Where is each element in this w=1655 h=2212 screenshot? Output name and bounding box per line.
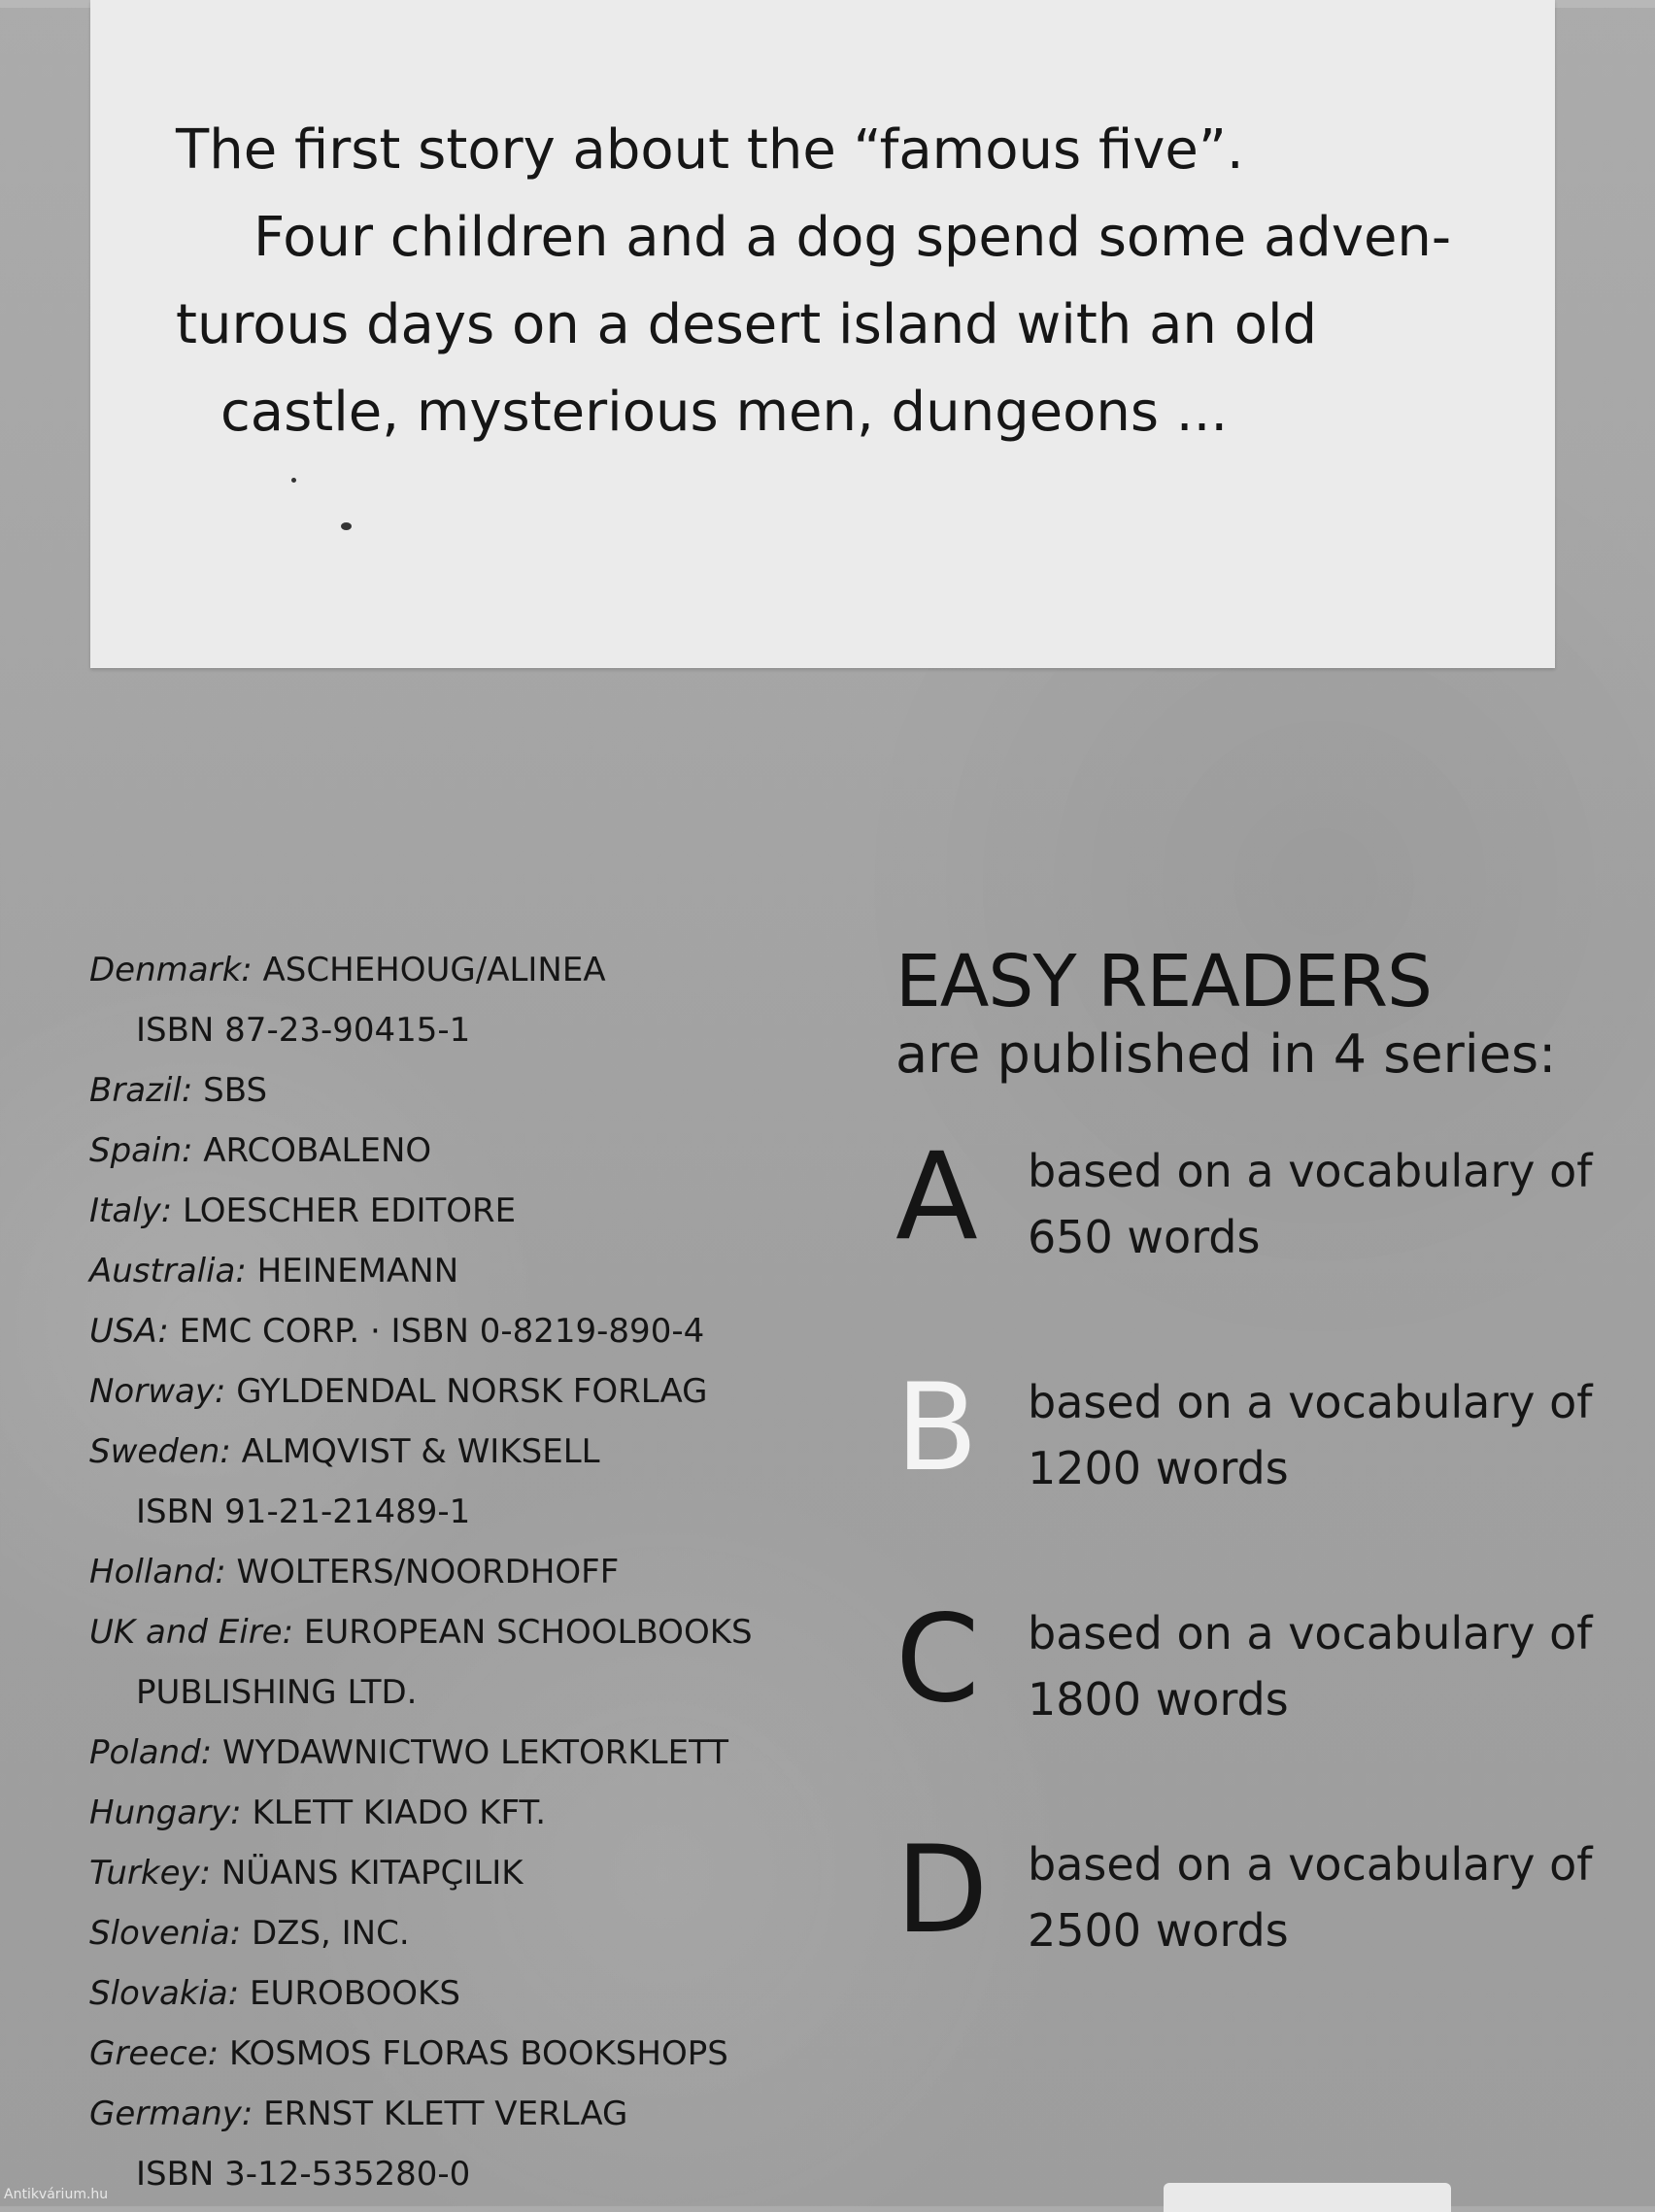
publisher-name: EMC CORP. · ISBN 0-8219-890-4 <box>179 1312 705 1351</box>
print-speck <box>341 522 352 530</box>
publisher-list <box>89 940 828 2204</box>
country-name: Slovenia: <box>89 1914 242 1953</box>
publisher-name: WOLTERS/NOORDHOFF <box>236 1553 620 1592</box>
country-name: Turkey: <box>89 1854 212 1893</box>
publisher-name: EUROBOOKS <box>250 1974 460 2013</box>
publisher-row <box>89 1361 828 1422</box>
blurb-text <box>176 107 1555 456</box>
publisher-row <box>89 1000 828 1060</box>
series-word-count: 1800 words <box>1028 1673 1289 1726</box>
series-description <box>1028 1138 1592 1270</box>
publisher-name: EUROPEAN SCHOOLBOOKS <box>303 1613 753 1652</box>
publisher-row <box>89 1723 828 1783</box>
blurb-line: The first story about the “famous five”. <box>176 118 1244 182</box>
watermark: Antikvárium.hu <box>4 2187 109 2202</box>
publisher-name: KLETT KIADO KFT. <box>252 1793 547 1832</box>
publisher-row <box>89 1181 828 1241</box>
isbn-text: ISBN 87-23-90415-1 <box>136 1011 471 1050</box>
publisher-row <box>89 2084 828 2144</box>
series-letter: D <box>895 1821 989 1961</box>
publisher-row <box>89 2024 828 2084</box>
country-name: Poland: <box>89 1733 213 1772</box>
publisher-name: ERNST KLETT VERLAG <box>263 2095 628 2133</box>
country-name: Sweden: <box>89 1432 231 1471</box>
print-speck <box>291 478 296 483</box>
series-word-count: 1200 words <box>1028 1442 1289 1494</box>
series-desc-line: based on a vocabulary of <box>1028 1376 1593 1428</box>
series-item-a <box>895 1127 1614 1365</box>
publisher-name: NÜANS KITAPÇILIK <box>220 1854 524 1893</box>
publisher-name: SBS <box>203 1071 268 1110</box>
series-description <box>1028 1369 1592 1501</box>
spacer <box>895 1086 1614 1134</box>
publisher-name: PUBLISHING LTD. <box>136 1673 418 1712</box>
series-desc-line: based on a vocabulary of <box>1028 1145 1593 1197</box>
series-item-b <box>895 1358 1614 1596</box>
country-name: Greece: <box>89 2034 220 2073</box>
series-subtitle: are published in 4 series: <box>895 1023 1557 1085</box>
price-sticker <box>1164 2183 1451 2212</box>
country-name: Spain: <box>89 1131 193 1170</box>
series-item-d <box>895 1821 1614 2059</box>
publisher-row <box>89 1301 828 1361</box>
country-name: Germany: <box>89 2095 253 2133</box>
publisher-row <box>89 1602 828 1662</box>
publisher-row <box>89 1422 828 1482</box>
publisher-row <box>89 1482 828 1542</box>
country-name: USA: <box>89 1312 169 1351</box>
country-name: Brazil: <box>89 1071 193 1110</box>
blurb-line: castle, mysterious men, dungeons ... <box>220 381 1229 444</box>
country-name: Italy: <box>89 1191 173 1230</box>
publisher-row <box>89 1903 828 1963</box>
blurb-line: turous days on a desert island with an old <box>176 293 1318 356</box>
publisher-row <box>89 1241 828 1301</box>
publisher-name: HEINEMANN <box>256 1252 459 1290</box>
publisher-name: DZS, INC. <box>251 1914 410 1953</box>
series-letter: C <box>895 1590 980 1729</box>
series-panel <box>895 940 1614 2059</box>
publisher-row <box>89 1060 828 1121</box>
publisher-name: WYDAWNICTWO LEKTORKLETT <box>221 1733 729 1772</box>
series-word-count: 2500 words <box>1028 1904 1289 1957</box>
publisher-row <box>89 940 828 1000</box>
isbn-text: ISBN 3-12-535280-0 <box>136 2155 471 2194</box>
isbn-text: ISBN 91-21-21489-1 <box>136 1492 471 1531</box>
country-name: Norway: <box>89 1372 226 1411</box>
publisher-row <box>89 1121 828 1181</box>
series-desc-line: based on a vocabulary of <box>1028 1838 1593 1891</box>
publisher-name: ARCOBALENO <box>203 1131 432 1170</box>
series-letter: A <box>895 1127 978 1267</box>
publisher-row <box>89 1542 828 1602</box>
country-name: Slovakia: <box>89 1974 240 2013</box>
publisher-name: ASCHEHOUG/ALINEA <box>262 951 606 989</box>
blurb-line: Four children and a dog spend some adven- <box>253 206 1452 269</box>
publisher-name: GYLDENDAL NORSK FORLAG <box>236 1372 708 1411</box>
country-name: Denmark: <box>89 951 253 989</box>
publisher-row <box>89 1963 828 2024</box>
publisher-row <box>89 1843 828 1903</box>
series-word-count: 650 words <box>1028 1211 1261 1263</box>
blurb-panel <box>90 0 1555 668</box>
publisher-name: ALMQVIST & WIKSELL <box>241 1432 600 1471</box>
series-description <box>1028 1831 1592 1963</box>
country-name: Australia: <box>89 1252 247 1290</box>
series-desc-line: based on a vocabulary of <box>1028 1607 1593 1659</box>
series-item-c <box>895 1590 1614 1827</box>
country-name: Hungary: <box>89 1793 242 1832</box>
series-description <box>1028 1600 1592 1732</box>
publisher-row <box>89 1662 828 1723</box>
publisher-row <box>89 1783 828 1843</box>
publisher-row <box>89 2144 828 2204</box>
country-name: Holland: <box>89 1553 226 1592</box>
country-name: UK and Eire: <box>89 1613 294 1652</box>
series-letter: B <box>895 1358 979 1498</box>
series-title: EASY READERS <box>895 940 1432 1023</box>
publisher-name: LOESCHER EDITORE <box>183 1191 517 1230</box>
publisher-name: KOSMOS FLORAS BOOKSHOPS <box>229 2034 728 2073</box>
